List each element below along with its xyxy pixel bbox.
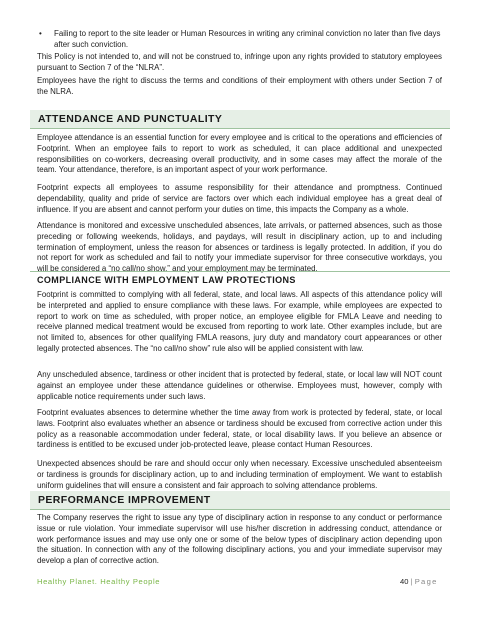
compliance-paragraph: Unexpected absences should be rare and should occur only when necessary. Excessive unscheduled absenteeism or tardiness is grounds for disciplinary action, up to and including termination of employment. We want to establish uniform guidelines that will ensure a consistent and fair approach to solving attendance problems.	[37, 459, 442, 490]
bullet-text: Failing to report to the site leader or Human Resources in writing any criminal conviction no later than five days after such conviction.	[54, 29, 441, 49]
subsection-heading-text: COMPLIANCE WITH EMPLOYMENT LAW PROTECTIONS	[37, 275, 296, 285]
section-heading-text: PERFORMANCE IMPROVEMENT	[38, 494, 211, 506]
compliance-paragraph: Any unscheduled absence, tardiness or other incident that is protected by federal, state, or local law will NOT count against an employee under these attendance guidelines or otherwise. Employees must, however, comply with applicable notice requirements under such laws.	[37, 370, 442, 401]
compliance-paragraph: Footprint is committed to complying with all federal, state, and local laws. All aspects of this attendance policy will be interpreted and applied to ensure compliance with these laws. For example, while employees are expected to report to work on time as scheduled, with proper notice, an employee eligible for FMLA Leave and needing to receive planned medical treatment would be excused from reporting to work late. Other examples include, but are not limited to, absences for other qualifying FMLA reasons, jury duty and mandatory court appearances or other legally protected absences. The “no call/no show” rule also will be applied consistent with law.	[37, 290, 442, 353]
footer-tagline: Healthy Planet. Healthy People	[37, 577, 161, 586]
footer-page-number	[400, 577, 438, 586]
section-heading-text: ATTENDANCE AND PUNCTUALITY	[38, 113, 223, 125]
intro-paragraph: This Policy is not intended to, and will not be construed to, infringe upon any rights provided to statutory employees pursuant to Section 7 of the “NLRA”.	[37, 52, 442, 72]
compliance-paragraph: Footprint evaluates absences to determine whether the time away from work is protected by federal, state, or local laws. Footprint also evaluates whether an absence or tardiness should be excused from corrective action under this policy as a reasonable accommodation under federal, state, or local disability laws. If you believe an absence or tardiness is entitled to be excused under job-protected leave, please contact Human Resources.	[37, 408, 442, 450]
performance-paragraph: The Company reserves the right to issue any type of disciplinary action in response to any conduct or performance issue or rule violation. Your immediate supervisor will use his/her discretion in addressing conduct, attendance or work performance issues and may use only one or some of the below types of disciplinary action depending upon the situation. In connection with any of the following disciplinary actions, you and your immediate supervisor may develop a plan of corrective action.	[37, 513, 442, 566]
bullet-icon: •	[39, 29, 42, 38]
bullet-item	[39, 29, 443, 51]
section-heading-attendance	[30, 110, 450, 129]
attendance-paragraph: Footprint expects all employees to assume responsibility for their attendance and promptness. Continued dependability, quality and pride of service are factors over which each individual employee has a great deal of influence. If you are absent and cannot perform your duties on time, this impacts the Company as a whole.	[37, 183, 442, 214]
section-heading-performance	[30, 491, 450, 510]
intro-paragraph: Employees have the right to discuss the terms and conditions of their employment with others under Section 7 of the NLRA.	[37, 76, 442, 96]
page-separator: |	[410, 577, 413, 586]
page-label: Page	[414, 577, 438, 586]
attendance-paragraph: Employee attendance is an essential function for every employee and is critical to the operations and efficiencies of Footprint. When an employee fails to report to work as scheduled, it can place additional and unexpected responsibilities on co-workers, decreasing overall productivity, and in some cases may affect the morale of the team. Your attendance, therefore, is an important aspect of your work performance.	[37, 133, 442, 175]
attendance-paragraph: Attendance is monitored and excessive unscheduled absences, late arrivals, or patterned absences, such as those preceding or following weekends, holidays, and paydays, will result in disciplinary action, up to and including termination of employment, unless the reason for absences or tardiness is legally protected. In addition, if you do not report for work as scheduled and fail to notify your immediate supervisor for three consecutive workdays, you will be considered a “no call/no show,” and your employment may be terminated.	[37, 221, 442, 274]
subsection-heading-compliance	[30, 271, 450, 286]
page-number: 40	[400, 577, 409, 586]
